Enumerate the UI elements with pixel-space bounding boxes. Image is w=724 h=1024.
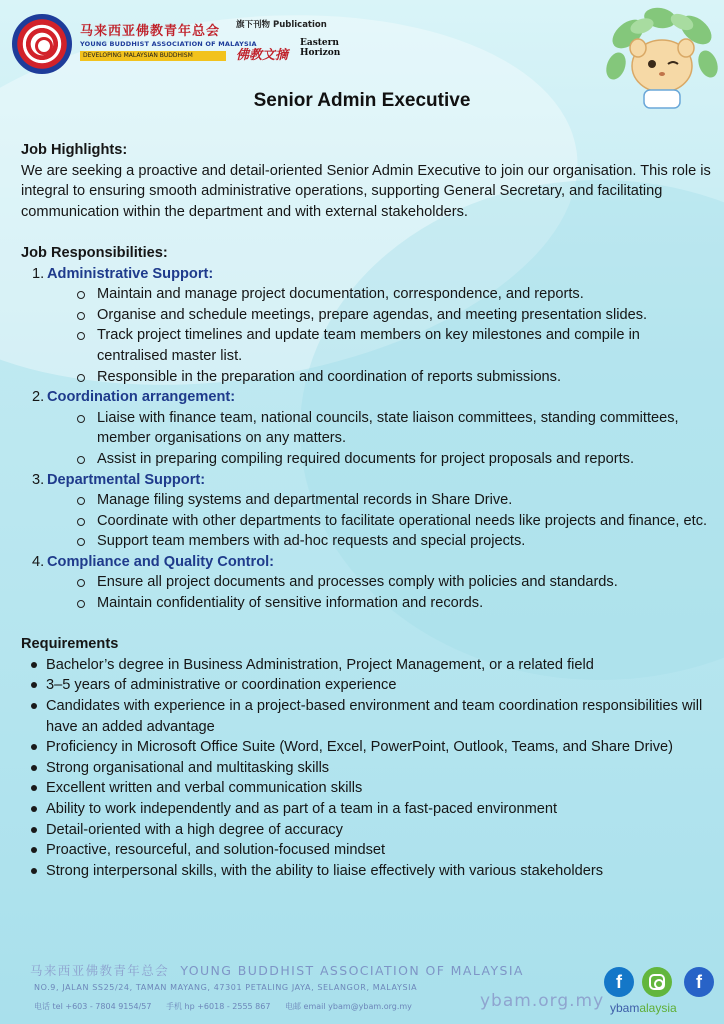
facebook-icon[interactable]: f <box>684 967 714 997</box>
instagram-icon[interactable] <box>642 967 672 997</box>
responsibilities-heading: Job Responsibilities: <box>21 244 168 261</box>
responsibilities-list <box>21 264 711 614</box>
footer-hp: 手机 hp +6018 - 2555 867 <box>166 1002 271 1011</box>
list-item: Bachelor’s degree in Business Administration, Project Management, or a related field <box>21 655 711 676</box>
section-number: 1. <box>32 265 45 282</box>
list-item: Ability to work independently and as part of a team in a fast-paced environment <box>21 799 711 820</box>
list-item: Support team members with ad-hoc requests and special projects. <box>72 531 711 552</box>
list-item: Detail-oriented with a high degree of accuracy <box>21 820 711 841</box>
list-item: Candidates with experience in a project-based environment and team coordination responsibilities will have an added advantage <box>21 696 711 737</box>
responsibility-section <box>21 387 711 469</box>
highlights-text: We are seeking a proactive and detail-oriented Senior Admin Executive to join our organisation. This role is integral to ensuring smooth administrative operations, supporting General Secretary, and facilitating communication within the department and with external stakeholders. <box>21 162 711 220</box>
publication-logo-buddhist-digest: 佛教文摘 <box>236 48 289 63</box>
org-name-english: YOUNG BUDDHIST ASSOCIATION OF MALAYSIA <box>80 40 257 48</box>
ybam-seal-logo <box>12 14 72 74</box>
footer-contacts <box>34 1001 424 1012</box>
list-item: Assist in preparing compiling required documents for project proposals and reports. <box>72 449 711 470</box>
highlights-heading: Job Highlights: <box>21 142 128 158</box>
social-handle-part: alaysia <box>639 1001 677 1015</box>
list-item: Coordinate with other departments to facilitate operational needs like projects and finance, etc. <box>72 511 711 532</box>
section-number: 4. <box>32 553 45 570</box>
list-item: Liaise with finance team, national councils, state liaison committees, standing committees, member organisations on any matters. <box>72 408 711 449</box>
section-items <box>47 284 711 387</box>
list-item: Strong interpersonal skills, with the ability to liaise effectively with various stakeholders <box>21 861 711 882</box>
list-item: Proficiency in Microsoft Office Suite (Word, Excel, PowerPoint, Outlook, Teams, and Share Drive) <box>21 737 711 758</box>
requirements-heading: Requirements <box>21 636 119 653</box>
section-items <box>47 490 711 552</box>
footer-email[interactable]: 电邮 email ybam@ybam.org.my <box>285 1002 412 1011</box>
publication-logo-eastern-horizon: Eastern Horizon <box>300 38 341 58</box>
job-description <box>21 140 711 881</box>
responsibility-section <box>21 470 711 552</box>
list-item: Ensure all project documents and processes comply with policies and standards. <box>72 572 711 593</box>
page-title: Senior Admin Executive <box>253 90 471 111</box>
social-handle-part: ybam <box>610 1001 640 1015</box>
footer-org-cn: 马来西亚佛教青年总会 <box>30 963 170 978</box>
footer-org-en: YOUNG BUDDHIST ASSOCIATION OF MALAYSIA <box>180 963 524 978</box>
dharma-wheel-icon <box>35 37 53 55</box>
section-title: Administrative Support: <box>47 265 214 282</box>
list-item: Organise and schedule meetings, prepare agendas, and meeting presentation slides. <box>72 305 711 326</box>
footer-tel: 电话 tel +603 - 7804 9154/57 <box>34 1002 152 1011</box>
footer-address: NO.9, JALAN SS25/24, TAMAN MAYANG, 47301 PETALING JAYA, SELANGOR, MALAYSIA <box>34 983 418 992</box>
section-items <box>47 408 711 470</box>
responsibility-section <box>21 552 711 614</box>
section-number: 2. <box>32 389 45 406</box>
org-tagline: DEVELOPING MALAYSIAN BUDDHISM <box>80 51 226 61</box>
list-item: 3–5 years of administrative or coordination experience <box>21 675 711 696</box>
list-item: Responsible in the preparation and coordination of reports submissions. <box>72 367 711 388</box>
footer-website-link[interactable]: ybam.org.my <box>480 991 605 1011</box>
social-handle <box>610 1001 677 1015</box>
footer <box>0 955 724 1024</box>
section-title: Compliance and Quality Control: <box>47 553 275 570</box>
org-name-chinese: 马来西亚佛教青年总会 <box>80 24 221 39</box>
responsibility-section <box>21 264 711 388</box>
list-item: Manage filing systems and departmental records in Share Drive. <box>72 490 711 511</box>
footer-org-name <box>30 961 524 979</box>
list-item: Strong organisational and multitasking skills <box>21 758 711 779</box>
facebook-icon[interactable]: f <box>604 967 634 997</box>
section-title: Departmental Support: <box>47 471 206 488</box>
list-item: Maintain confidentiality of sensitive information and records. <box>72 593 711 614</box>
list-item: Excellent written and verbal communication skills <box>21 778 711 799</box>
requirements-list <box>21 655 711 882</box>
section-title: Coordination arrangement: <box>47 389 236 406</box>
publication-label: 旗下刊物 Publication <box>236 20 327 30</box>
list-item: Track project timelines and update team members on key milestones and compile in centralised master list. <box>72 325 711 366</box>
section-number: 3. <box>32 471 45 488</box>
list-item: Maintain and manage project documentation, correspondence, and reports. <box>72 284 711 305</box>
section-items <box>47 572 711 613</box>
list-item: Proactive, resourceful, and solution-focused mindset <box>21 840 711 861</box>
